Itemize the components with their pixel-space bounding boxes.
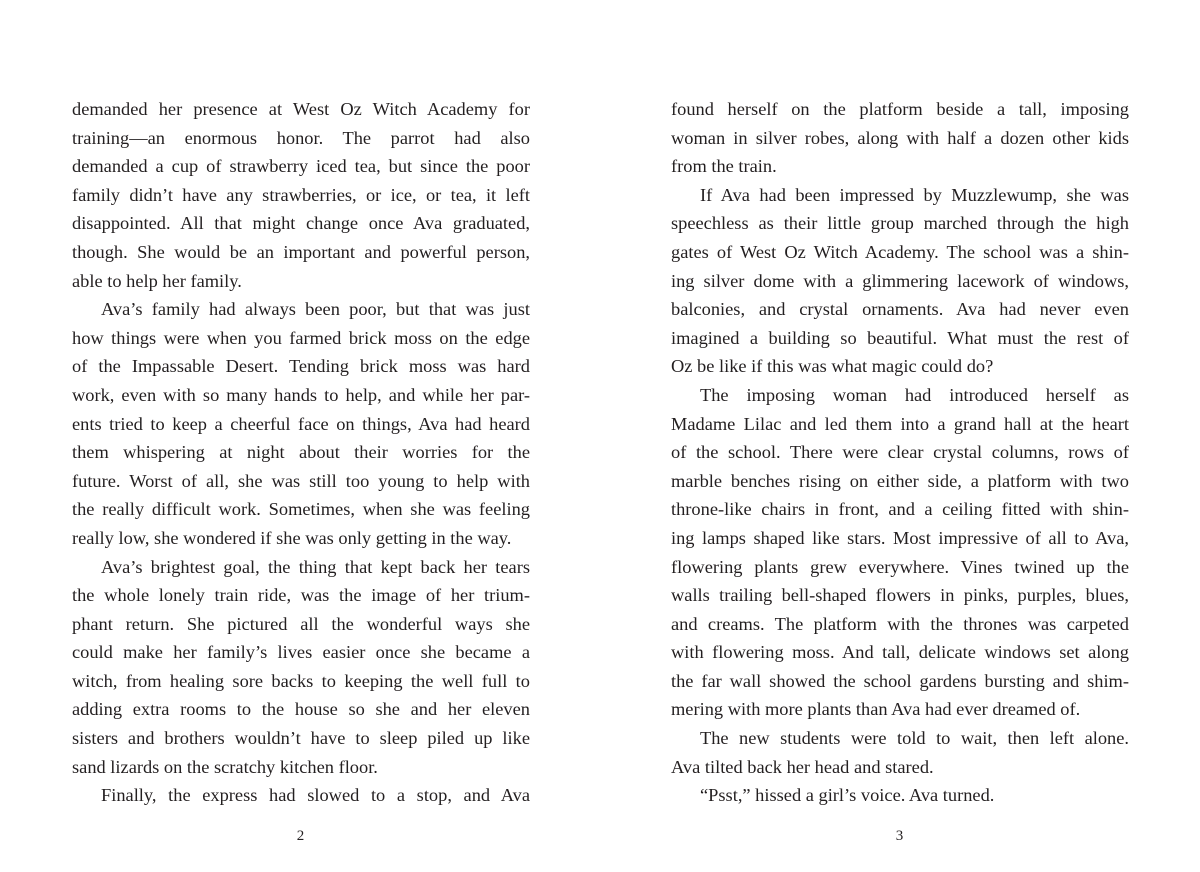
left-page	[72, 95, 530, 855]
text-line: found herself on the platform beside a tall, imposing	[671, 99, 1129, 119]
text-line: with flowering moss. And tall, delicate windows set along	[671, 642, 1129, 663]
text-line: adding extra rooms to the house so she and her eleven	[72, 699, 530, 720]
text-line: the really difficult work. Sometimes, when she was feeling	[72, 499, 530, 520]
text-line: ing lamps shaped like stars. Most impressive of all to Ava,	[671, 527, 1129, 548]
text-line: Ava’s brightest goal, the thing that kept back her tears	[101, 556, 530, 577]
text-line: disappointed. All that might change once Ava graduated,	[72, 213, 530, 234]
text-line: Finally, the express had slowed to a stop, and Ava	[101, 785, 530, 806]
text-line: marble benches rising on either side, a platform with two	[671, 470, 1129, 491]
text-line: Oz be like if this was what magic could do?	[671, 356, 994, 377]
text-line: The new students were told to wait, then left alone.	[700, 728, 1129, 749]
text-line: could make her family’s lives easier once she became a	[72, 642, 530, 663]
text-line: phant return. She pictured all the wonderful ways she	[72, 613, 530, 634]
text-line: ing silver dome with a glimmering lacework of windows,	[671, 270, 1129, 291]
text-line: of the school. There were clear crystal columns, rows of	[671, 442, 1129, 463]
text-line: balconies, and crystal ornaments. Ava had never even	[671, 299, 1129, 320]
text-line: sisters and brothers wouldn’t have to sleep piled up like	[72, 728, 530, 749]
text-line: mering with more plants than Ava had ever dreamed of.	[671, 699, 1081, 720]
text-line: training—an enormous honor. The parrot had also	[72, 127, 530, 148]
text-line: If Ava had been impressed by Muzzlewump, she was	[700, 184, 1129, 205]
right-page-number: 3	[895, 828, 905, 844]
text-line: gates of West Oz Witch Academy. The school was a shin-	[671, 241, 1129, 262]
text-line: from the train.	[671, 156, 777, 177]
text-line: family didn’t have any strawberries, or ice, or tea, it left	[72, 184, 530, 205]
text-line: future. Worst of all, she was still too young to help with	[72, 470, 530, 491]
text-line: woman in silver robes, along with half a dozen other kids	[671, 127, 1129, 148]
text-line: demanded her presence at West Oz Witch Academy for	[72, 99, 530, 119]
text-line: “Psst,” hissed a girl’s voice. Ava turned.	[700, 785, 995, 806]
text-line: though. She would be an important and powerful person,	[72, 241, 530, 262]
text-line: imagined a building so beautiful. What must the rest of	[671, 327, 1129, 348]
text-line: able to help her family.	[72, 270, 242, 291]
text-line: sand lizards on the scratchy kitchen floor.	[72, 756, 378, 777]
text-line: ents tried to keep a cheerful face on things, Ava had heard	[72, 413, 530, 434]
text-line: Ava tilted back her head and stared.	[671, 756, 934, 777]
text-line: walls trailing bell-shaped flowers in pinks, purples, blues,	[671, 585, 1129, 606]
text-line: Ava’s family had always been poor, but that was just	[101, 299, 530, 320]
text-line: throne-like chairs in front, and a ceiling fitted with shin-	[671, 499, 1129, 520]
text-line: how things were when you farmed brick moss on the edge	[72, 327, 530, 348]
text-line: and creams. The platform with the thrones was carpeted	[671, 613, 1129, 634]
text-line: flowering plants grew everywhere. Vines twined up the	[671, 556, 1129, 577]
text-line: speechless as their little group marched through the high	[671, 213, 1129, 234]
text-line: them whispering at night about their worries for the	[72, 442, 530, 463]
text-line: The imposing woman had introduced herself as	[700, 384, 1129, 405]
text-line: Madame Lilac and led them into a grand hall at the heart	[671, 413, 1129, 434]
text-line: of the Impassable Desert. Tending brick moss was hard	[72, 356, 530, 377]
text-line: really low, she wondered if she was only getting in the way.	[72, 527, 512, 548]
text-line: the whole lonely train ride, was the image of her trium-	[72, 585, 530, 606]
text-line: demanded a cup of strawberry iced tea, but since the poor	[72, 156, 530, 177]
left-page-text	[72, 95, 530, 810]
left-page-number: 2	[296, 828, 306, 844]
text-line: work, even with so many hands to help, and while her par-	[72, 384, 530, 405]
right-page	[671, 95, 1129, 855]
text-line: the far wall showed the school gardens bursting and shim-	[671, 670, 1129, 691]
right-page-text	[671, 95, 1129, 810]
text-line: witch, from healing sore backs to keeping the well full to	[72, 670, 530, 691]
